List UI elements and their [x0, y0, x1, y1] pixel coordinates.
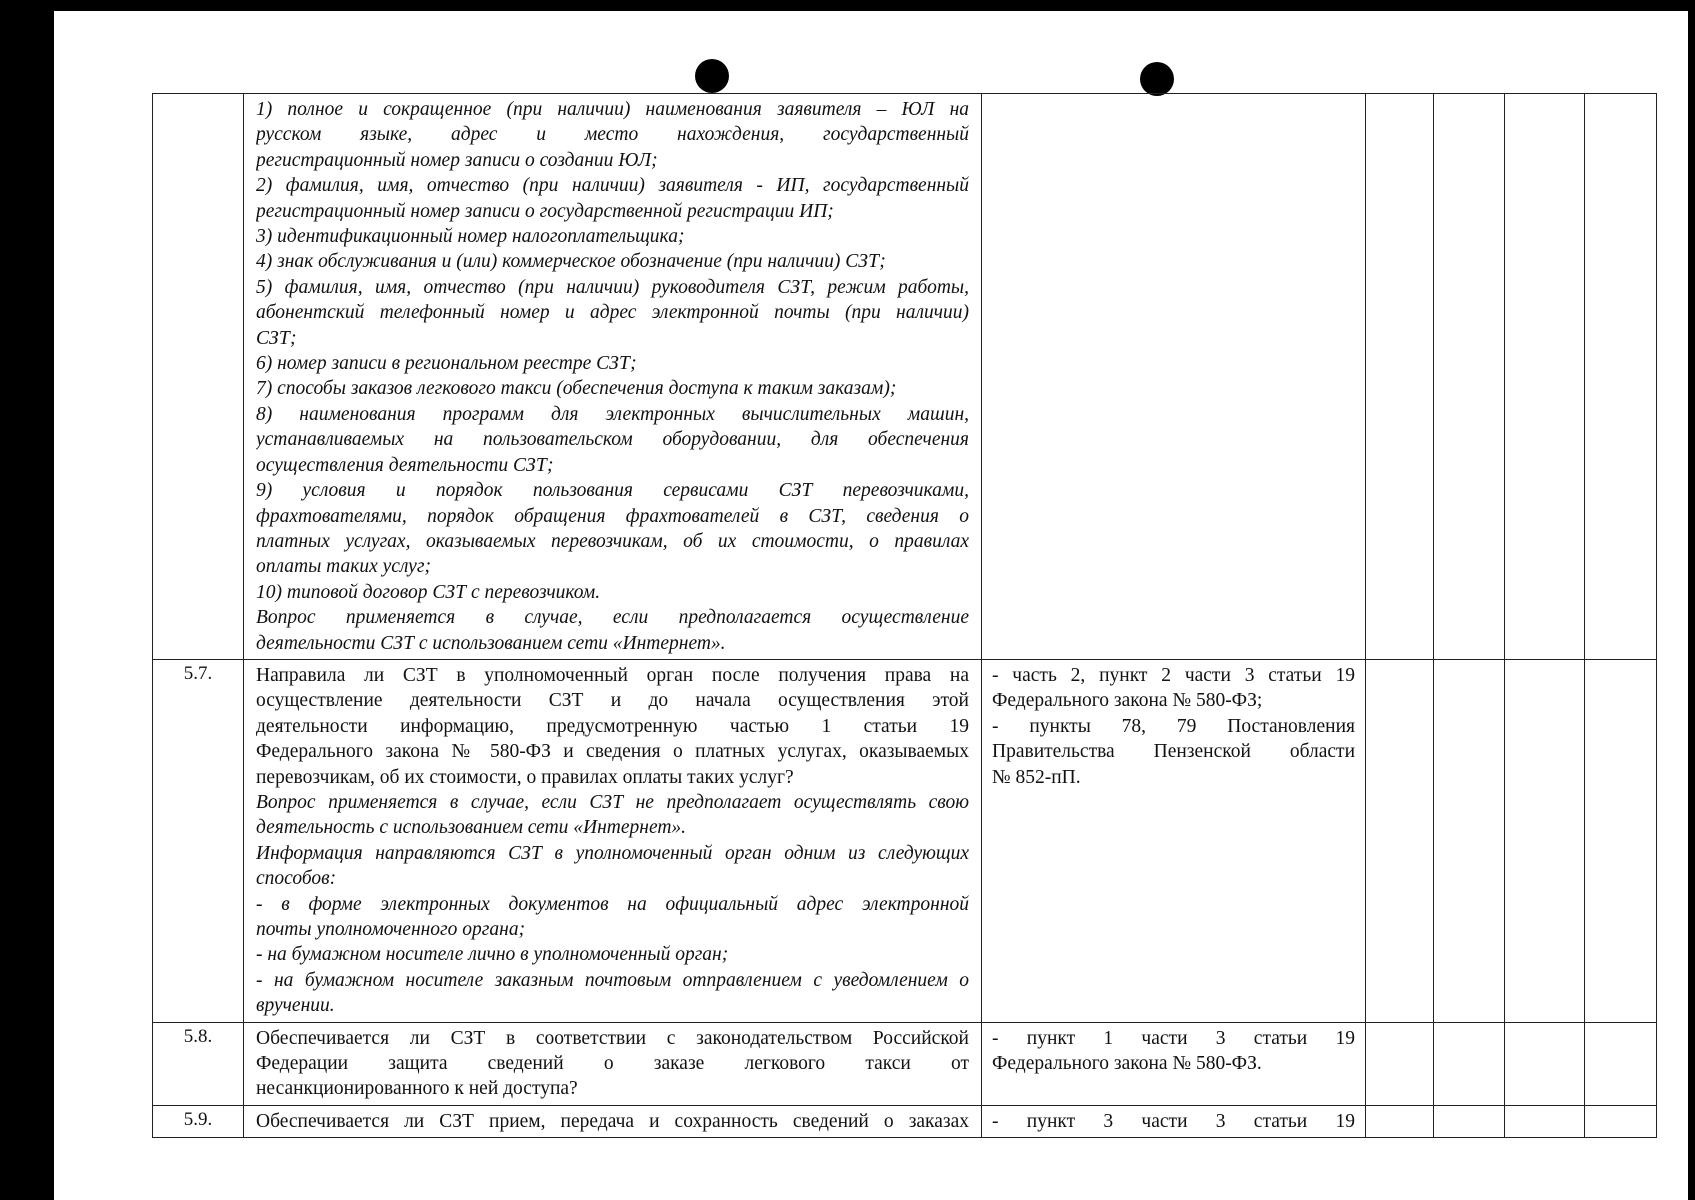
- answer-cell: [1585, 659, 1657, 1022]
- question-line: платных услугах, оказываемых перевозчикам, об их стоимости, о правилах: [256, 530, 969, 552]
- question-cell: [244, 659, 982, 1022]
- question-line: устанавливаемых на пользовательском оборудовании, для обеспечения: [256, 429, 969, 451]
- question-line: 9) условия и порядок пользования сервисами СЗТ перевозчиками,: [256, 480, 969, 502]
- question-line: 10) типовой договор СЗТ с перевозчиком.: [256, 581, 601, 603]
- question-line: деятельности СЗТ с использованием сети «Интернет».: [256, 632, 726, 654]
- legal-reference-cell: [982, 1022, 1366, 1105]
- question-line: оплаты таких услуг;: [256, 556, 431, 578]
- question-line: Вопрос применяется в случае, если предполагается осуществление: [256, 607, 969, 629]
- legal-reference-line: Федерального закона № 580-ФЗ;: [992, 690, 1263, 712]
- question-line: Направила ли СЗТ в уполномоченный орган после получения права на: [256, 664, 969, 686]
- legal-reference-line: - пункт 1 части 3 статьи 19: [992, 1027, 1355, 1049]
- answer-cell: [1505, 1022, 1585, 1105]
- question-line: способов:: [256, 868, 337, 890]
- question-line: - на бумажном носителе заказным почтовым отправлением с уведомлением о: [256, 969, 969, 991]
- question-line: 4) знак обслуживания и (или) коммерческое обозначение (при наличии) СЗТ;: [256, 251, 886, 273]
- legal-reference-line: - пункты 78, 79 Постановления: [992, 715, 1355, 737]
- table-row: [153, 1022, 1657, 1105]
- table-row: [153, 94, 1657, 660]
- answer-cell: [1366, 1105, 1434, 1137]
- answer-cell: [1366, 659, 1434, 1022]
- answer-cell: [1585, 1022, 1657, 1105]
- answer-cell: [1434, 94, 1505, 660]
- question-line: 5) фамилия, имя, отчество (при наличии) руководителя СЗТ, режим работы,: [256, 276, 969, 298]
- answer-cell: [1505, 94, 1585, 660]
- question-line: - в форме электронных документов на официальный адрес электронной: [256, 893, 969, 915]
- question-line: регистрационный номер записи о создании ЮЛ;: [256, 149, 658, 171]
- question-line: вручении.: [256, 995, 335, 1017]
- legal-reference-cell: [982, 659, 1366, 1022]
- question-line: 7) способы заказов легкового такси (обеспечения доступа к таким заказам);: [256, 378, 897, 400]
- row-number: 5.9.: [153, 1105, 244, 1137]
- question-cell: [244, 1022, 982, 1105]
- legal-reference-cell: [982, 1105, 1366, 1137]
- answer-cell: [1434, 1022, 1505, 1105]
- answer-cell: [1505, 1105, 1585, 1137]
- question-cell: [244, 1105, 982, 1137]
- question-line: - на бумажном носителе лично в уполномоченный орган;: [256, 944, 729, 966]
- row-number: [153, 94, 244, 660]
- question-line: абонентский телефонный номер и адрес электронной почты (при наличии): [256, 302, 969, 324]
- question-line: несанкционированного к ней доступа?: [256, 1078, 578, 1100]
- legal-reference-cell: [982, 94, 1366, 660]
- question-line: Обеспечивается ли СЗТ прием, передача и сохранность сведений о заказах: [256, 1110, 969, 1132]
- table-row: [153, 659, 1657, 1022]
- question-line: деятельности информацию, предусмотренную частью 1 статьи 19: [256, 715, 969, 737]
- answer-cell: [1366, 1022, 1434, 1105]
- answer-cell: [1585, 94, 1657, 660]
- scan-border-right: [1688, 0, 1695, 1200]
- question-line: 3) идентификационный номер налогоплательщика;: [256, 226, 685, 248]
- question-line: перевозчикам, об их стоимости, о правилах оплаты таких услуг?: [256, 766, 794, 788]
- question-line: почты уполномоченного органа;: [256, 919, 526, 940]
- question-line: 8) наименования программ для электронных вычислительных машин,: [256, 403, 969, 425]
- legal-reference-line: № 852-пП.: [992, 766, 1081, 788]
- answer-cell: [1366, 94, 1434, 660]
- scan-border-top: [0, 0, 1695, 11]
- legal-reference-line: Правительства Пензенской области: [992, 741, 1355, 763]
- question-line: русском языке, адрес и место нахождения, государственный: [256, 124, 969, 146]
- question-line: 2) фамилия, имя, отчество (при наличии) заявителя - ИП, государственный: [256, 175, 969, 197]
- question-line: СЗТ;: [256, 327, 297, 349]
- answer-cell: [1505, 659, 1585, 1022]
- answer-cell: [1434, 659, 1505, 1022]
- question-line: 1) полное и сокращенное (при наличии) наименования заявителя – ЮЛ на: [256, 99, 969, 120]
- checklist-table: [152, 93, 1657, 1138]
- question-line: 6) номер записи в региональном реестре СЗТ;: [256, 353, 637, 375]
- legal-reference-line: - часть 2, пункт 2 части 3 статьи 19: [992, 664, 1355, 686]
- scan-border-left: [0, 0, 54, 1200]
- question-line: осуществления деятельности СЗТ;: [256, 454, 554, 476]
- question-line: Обеспечивается ли СЗТ в соответствии с законодательством Российской: [256, 1027, 969, 1049]
- row-number: 5.8.: [153, 1022, 244, 1105]
- question-line: деятельность с использованием сети «Интернет».: [256, 817, 687, 839]
- question-line: Информация направляются СЗТ в уполномоченный орган одним из следующих: [256, 842, 969, 864]
- legal-reference-line: - пункт 3 части 3 статьи 19: [992, 1110, 1355, 1132]
- question-line: фрахтователями, порядок обращения фрахтователей в СЗТ, сведения о: [256, 505, 969, 527]
- question-line: Федерального закона № 580-ФЗ и сведения о платных услугах, оказываемых: [256, 741, 969, 763]
- question-line: Вопрос применяется в случае, если СЗТ не предполагает осуществлять свою: [256, 791, 969, 813]
- row-number: 5.7.: [153, 659, 244, 1022]
- question-line: Федерации защита сведений о заказе легкового такси от: [256, 1053, 969, 1075]
- answer-cell: [1434, 1105, 1505, 1137]
- answer-cell: [1585, 1105, 1657, 1137]
- punch-hole-right: [1140, 62, 1174, 96]
- question-line: осуществление деятельности СЗТ и до начала осуществления этой: [256, 690, 969, 712]
- table-row: [153, 1105, 1657, 1137]
- punch-hole-left: [695, 59, 729, 93]
- question-cell: [244, 94, 982, 660]
- question-line: регистрационный номер записи о государственной регистрации ИП;: [256, 200, 834, 222]
- legal-reference-line: Федерального закона № 580-ФЗ.: [992, 1053, 1262, 1075]
